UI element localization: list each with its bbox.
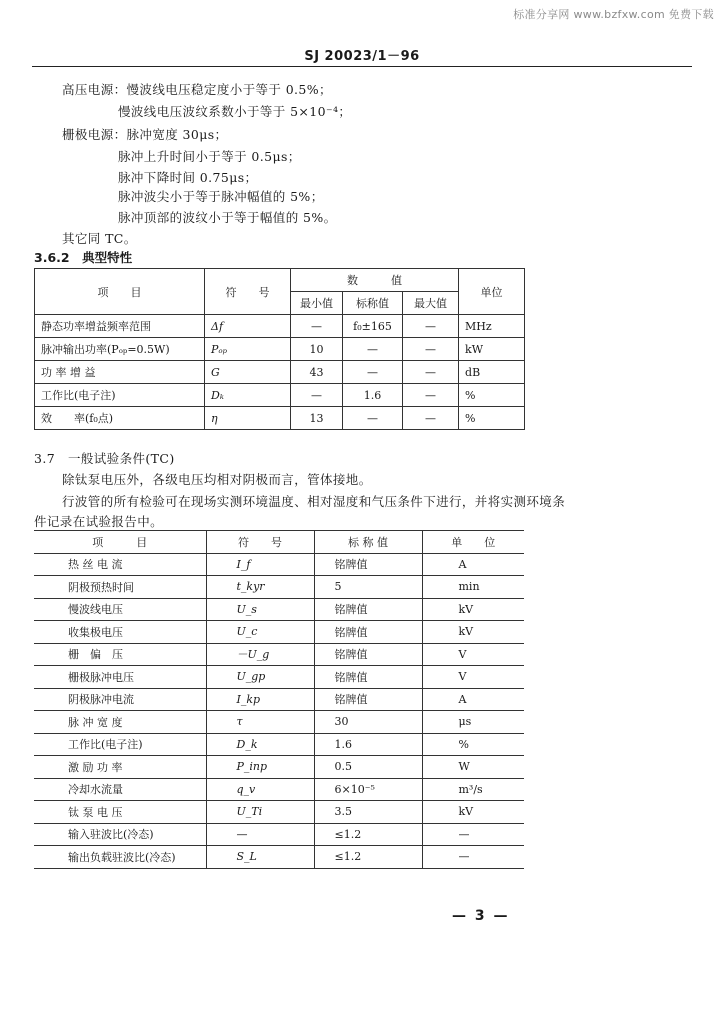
row-item: 输入驻波比(冷态)	[34, 823, 206, 846]
pulse-width: 脉冲宽度 30μs；	[126, 127, 228, 142]
hv-power-line-1	[62, 80, 332, 98]
row-symbol: t_kyr	[206, 576, 314, 599]
table-row	[34, 801, 524, 824]
row-symbol: I_f	[206, 553, 314, 576]
table-row	[34, 756, 524, 779]
row-nominal: 1.6	[314, 733, 422, 756]
row-symbol: U_c	[206, 621, 314, 644]
col-header-item: 项 目	[35, 269, 205, 315]
row-min: —	[291, 384, 343, 407]
col-header-symbol: 符 号	[205, 269, 291, 315]
row-item: 脉冲输出功率(Pₒₚ=0.5W)	[35, 338, 205, 361]
general-test-conditions-table	[34, 530, 524, 869]
table-row	[34, 666, 524, 689]
table-row	[35, 338, 525, 361]
row-symbol: S_L	[206, 846, 314, 869]
pulse-top-ripple: 脉冲顶部的波纹小于等于幅值的 5%。	[118, 210, 337, 225]
page-number: — 3 —	[452, 908, 510, 924]
hv-ripple: 慢波线电压波纹系数小于等于 5×10⁻⁴；	[118, 104, 352, 119]
section-number: 3.6.2	[34, 250, 70, 265]
row-min: 13	[291, 407, 343, 430]
row-item: 效 率(f₀点)	[35, 407, 205, 430]
row-unit: A	[422, 688, 524, 711]
table-row	[34, 598, 524, 621]
pulse-fall-time: 脉冲下降时间 0.75μs；	[118, 170, 258, 185]
row-unit: —	[422, 846, 524, 869]
row-item: 工作比(电子注)	[35, 384, 205, 407]
row-item: 冷却水流量	[34, 778, 206, 801]
row-symbol: q_v	[206, 778, 314, 801]
row-symbol: U_s	[206, 598, 314, 621]
row-unit: min	[422, 576, 524, 599]
row-symbol: η	[205, 407, 291, 430]
table-row	[34, 643, 524, 666]
table-row	[34, 576, 524, 599]
col-header-symbol: 符 号	[206, 531, 314, 554]
table-row	[35, 315, 525, 338]
grid-power-line-1	[62, 125, 227, 143]
row-nominal: ≤1.2	[314, 846, 422, 869]
row-unit: dB	[459, 361, 525, 384]
table-row	[34, 733, 524, 756]
section-3-7-paragraph-2b: 件记录在试验报告中。	[34, 514, 164, 529]
row-unit: kV	[422, 801, 524, 824]
row-item: 慢波线电压	[34, 598, 206, 621]
row-nominal: —	[343, 407, 403, 430]
other-same-as-tc: 其它同 TC。	[62, 231, 137, 246]
row-nominal: 6×10⁻⁵	[314, 778, 422, 801]
row-unit: %	[459, 407, 525, 430]
row-nominal: f₀±165	[343, 315, 403, 338]
col-header-nominal: 标称值	[343, 292, 403, 315]
row-nominal: 30	[314, 711, 422, 734]
row-unit: m³/s	[422, 778, 524, 801]
row-nominal: —	[343, 338, 403, 361]
row-item: 栅 偏 压	[34, 643, 206, 666]
row-symbol: Pₒₚ	[205, 338, 291, 361]
grid-power-label: 栅极电源：	[62, 127, 127, 142]
row-item: 脉 冲 宽 度	[34, 711, 206, 734]
row-nominal: —	[343, 361, 403, 384]
row-item: 工作比(电子注)	[34, 733, 206, 756]
row-unit: A	[422, 553, 524, 576]
row-unit: V	[422, 666, 524, 689]
row-symbol: G	[205, 361, 291, 384]
col-header-max: 最大值	[403, 292, 459, 315]
row-symbol: U_Ti	[206, 801, 314, 824]
row-nominal: 铭牌值	[314, 553, 422, 576]
standard-number-header: SJ 20023/1－96	[304, 49, 420, 64]
row-item: 功 率 增 益	[35, 361, 205, 384]
row-unit: kW	[459, 338, 525, 361]
col-header-value: 数 值	[291, 269, 459, 292]
pulse-overshoot: 脉冲波尖小于等于脉冲幅值的 5%；	[118, 189, 324, 204]
table-row	[34, 711, 524, 734]
row-unit: μs	[422, 711, 524, 734]
section-3-7-paragraph-1: 除钛泵电压外，各级电压均相对阴极而言，管体接地。	[62, 472, 372, 487]
pulse-rise-time: 脉冲上升时间小于等于 0.5μs；	[118, 149, 301, 164]
row-min: 10	[291, 338, 343, 361]
row-item: 输出负载驻波比(冷态)	[34, 846, 206, 869]
table-row	[35, 407, 525, 430]
row-symbol: —	[206, 823, 314, 846]
row-symbol: I_kp	[206, 688, 314, 711]
row-max: —	[403, 361, 459, 384]
row-symbol: τ	[206, 711, 314, 734]
header-rule	[32, 66, 692, 67]
row-nominal: 铭牌值	[314, 688, 422, 711]
row-item: 阴极预热时间	[34, 576, 206, 599]
row-max: —	[403, 315, 459, 338]
section-3-7-paragraph-2a: 行波管的所有检验可在现场实测环境温度、相对湿度和气压条件下进行，并将实测环境条	[62, 494, 566, 509]
table-row	[34, 846, 524, 869]
row-nominal: 1.6	[343, 384, 403, 407]
table-row	[35, 384, 525, 407]
row-nominal: 0.5	[314, 756, 422, 779]
row-symbol: U_gp	[206, 666, 314, 689]
row-min: 43	[291, 361, 343, 384]
watermark: 标准分享网 www.bzfxw.com 免费下载	[513, 8, 714, 21]
hv-power-label: 高压电源：	[62, 82, 127, 97]
row-unit: %	[422, 733, 524, 756]
col-header-min: 最小值	[291, 292, 343, 315]
section-3-7-heading: 3.7 一般试验条件(TC)	[34, 451, 175, 466]
row-symbol: Dₖ	[205, 384, 291, 407]
row-nominal: ≤1.2	[314, 823, 422, 846]
row-nominal: 铭牌值	[314, 666, 422, 689]
row-min: —	[291, 315, 343, 338]
section-3-6-2-heading	[34, 248, 132, 266]
col-header-item: 项 目	[34, 531, 206, 554]
row-unit: kV	[422, 621, 524, 644]
row-item: 钛 泵 电 压	[34, 801, 206, 824]
row-item: 阴极脉冲电流	[34, 688, 206, 711]
row-unit: —	[422, 823, 524, 846]
row-item: 收集极电压	[34, 621, 206, 644]
row-item: 热 丝 电 流	[34, 553, 206, 576]
row-max: —	[403, 384, 459, 407]
row-unit: kV	[422, 598, 524, 621]
row-unit: V	[422, 643, 524, 666]
row-nominal: 铭牌值	[314, 598, 422, 621]
row-item: 栅极脉冲电压	[34, 666, 206, 689]
col-header-unit: 单位	[459, 269, 525, 315]
table-row	[34, 823, 524, 846]
table-row	[34, 553, 524, 576]
row-symbol: －U_g	[206, 643, 314, 666]
row-max: —	[403, 338, 459, 361]
row-unit: %	[459, 384, 525, 407]
table-row	[34, 621, 524, 644]
col-header-nominal: 标 称 值	[314, 531, 422, 554]
row-unit: W	[422, 756, 524, 779]
row-item: 激 励 功 率	[34, 756, 206, 779]
row-nominal: 铭牌值	[314, 621, 422, 644]
hv-stability: 慢波线电压稳定度小于等于 0.5%；	[126, 82, 332, 97]
row-item: 静态功率增益频率范围	[35, 315, 205, 338]
table-row	[34, 688, 524, 711]
row-symbol: Δf	[205, 315, 291, 338]
row-nominal: 3.5	[314, 801, 422, 824]
table-row	[35, 361, 525, 384]
row-nominal: 铭牌值	[314, 643, 422, 666]
row-nominal: 5	[314, 576, 422, 599]
table-row	[34, 778, 524, 801]
typical-characteristics-table	[34, 268, 525, 430]
row-symbol: D_k	[206, 733, 314, 756]
row-unit: MHz	[459, 315, 525, 338]
row-symbol: P_inp	[206, 756, 314, 779]
row-max: —	[403, 407, 459, 430]
section-title: 典型特性	[82, 250, 133, 265]
col-header-unit: 单 位	[422, 531, 524, 554]
